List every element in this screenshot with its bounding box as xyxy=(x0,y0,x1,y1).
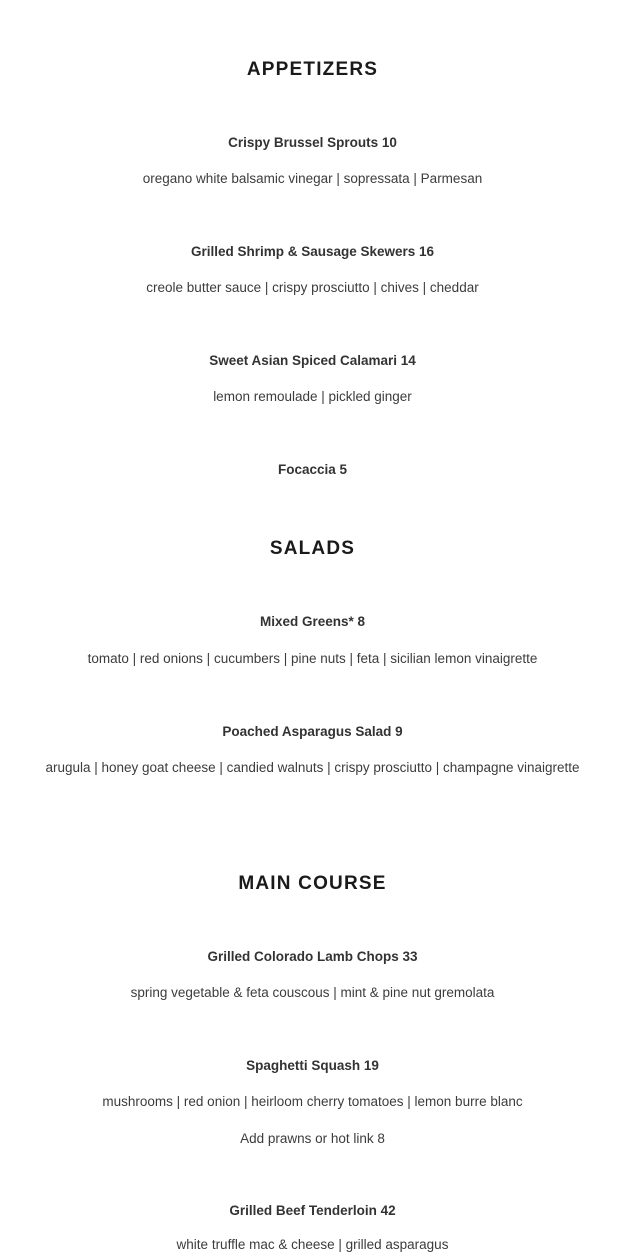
menu-item-name: Grilled Colorado Lamb Chops 33 xyxy=(207,949,418,964)
menu-item-description: oregano white balsamic vinegar | sopressata | Parmesan xyxy=(142,171,483,186)
menu-item-name: Poached Asparagus Salad 9 xyxy=(222,724,403,739)
menu-item-name: Grilled Shrimp & Sausage Skewers 16 xyxy=(190,244,435,259)
menu-item-name: Spaghetti Squash 19 xyxy=(246,1058,379,1073)
menu-item-name: Focaccia 5 xyxy=(277,462,348,477)
menu-item-description: mushrooms | red onion | heirloom cherry tomatoes | lemon burre blanc xyxy=(102,1094,523,1109)
menu-item-name: Crispy Brussel Sprouts 10 xyxy=(228,135,397,150)
menu-item-note: Add prawns or hot link 8 xyxy=(240,1131,385,1146)
menu-item-description: tomato | red onions | cucumbers | pine nuts | feta | sicilian lemon vinaigrette xyxy=(87,651,538,666)
menu-item-description: arugula | honey goat cheese | candied walnuts | crispy prosciutto | champagne vinaigrette xyxy=(45,760,580,775)
menu-item-name: Grilled Beef Tenderloin 42 xyxy=(229,1203,396,1218)
menu-item-description: lemon remoulade | pickled ginger xyxy=(213,389,412,404)
menu-item-name: Mixed Greens* 8 xyxy=(259,614,366,629)
menu-item-name: Sweet Asian Spiced Calamari 14 xyxy=(209,353,416,368)
section-title-salads: SALADS xyxy=(269,538,356,559)
menu-item-description: white truffle mac & cheese | grilled asparagus xyxy=(176,1237,449,1252)
menu-item-description: spring vegetable & feta couscous | mint & pine nut gremolata xyxy=(130,985,495,1000)
section-title-appetizers: APPETIZERS xyxy=(246,59,379,80)
section-title-main-course: MAIN COURSE xyxy=(238,873,387,894)
menu-item-description: creole butter sauce | crispy prosciutto | chives | cheddar xyxy=(146,280,479,295)
